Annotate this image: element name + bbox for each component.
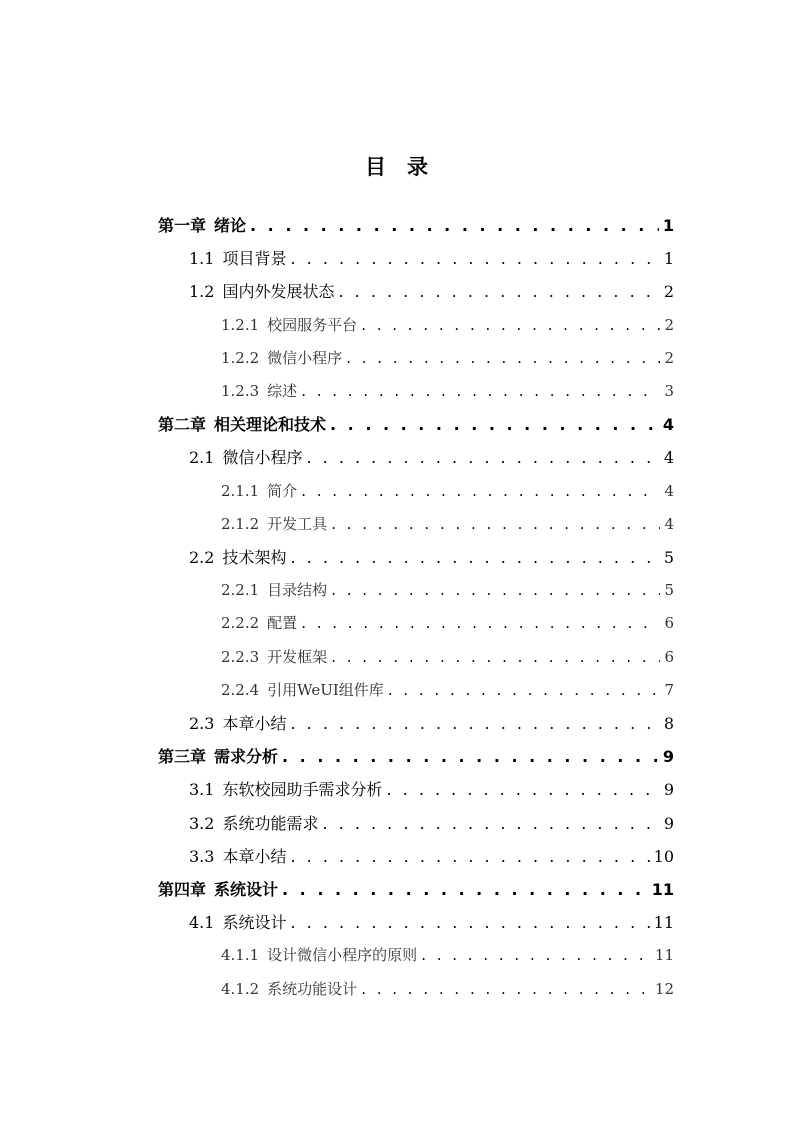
- toc-entry[interactable]: [221, 973, 674, 1006]
- toc-entry-number: 3.3: [189, 847, 215, 866]
- toc-entry-page: 2: [664, 349, 674, 367]
- toc-title: 目 录: [365, 155, 428, 179]
- toc-entry-title: 开发工具: [267, 515, 328, 533]
- toc-entry-page: 11: [654, 946, 674, 964]
- toc-entry-title: 配置: [267, 614, 298, 632]
- toc-entry-number: 1.1: [189, 249, 215, 268]
- toc-entry-title: 目录结构: [267, 581, 328, 599]
- toc-entry-title: 本章小结: [222, 847, 287, 866]
- toc-entry[interactable]: [189, 242, 674, 275]
- toc-entry-page: 8: [663, 714, 674, 733]
- toc-entry[interactable]: [189, 906, 674, 939]
- toc-entry-page: 9: [662, 747, 674, 766]
- toc-entry[interactable]: [221, 607, 674, 640]
- dot-leader: [306, 441, 659, 474]
- toc-entry-title: 国内外发展状态: [222, 282, 335, 301]
- dot-leader: [421, 939, 651, 972]
- toc-entry-number: 第一章: [158, 216, 207, 235]
- toc-entry-number: 1.2.2: [221, 349, 260, 367]
- toc-entry[interactable]: [221, 508, 674, 541]
- toc-entry-page: 4: [664, 482, 674, 500]
- toc-entry-number: 3.1: [189, 780, 215, 799]
- toc-entry-number: 第三章: [158, 747, 207, 766]
- toc-entry[interactable]: [221, 342, 674, 375]
- toc-entry-number: 2.2.1: [221, 581, 260, 599]
- toc-entry-number: 3.2: [189, 814, 215, 833]
- dot-leader: [282, 740, 659, 773]
- toc-entry-page: 2: [663, 282, 674, 301]
- dot-leader: [388, 674, 660, 707]
- toc-entry-page: 7: [664, 681, 674, 699]
- toc-entry-page: 11: [653, 913, 674, 932]
- toc-entry-number: 4.1.1: [221, 946, 260, 964]
- toc-entry-page: 9: [663, 780, 674, 799]
- toc-entry-page: 9: [663, 814, 674, 833]
- toc-entry-title: 简介: [267, 482, 298, 500]
- toc-entry-number: 4.1.2: [221, 980, 260, 998]
- toc-entry-page: 6: [664, 648, 674, 666]
- toc-entry-title: 项目背景: [222, 249, 287, 268]
- toc-entry[interactable]: [189, 275, 674, 308]
- toc-entry-page: 4: [662, 415, 674, 434]
- dot-leader: [301, 375, 660, 408]
- toc-entry-page: 5: [664, 581, 674, 599]
- toc-entry-number: 1.2.3: [221, 382, 260, 400]
- toc-entry-title: 微信小程序: [267, 349, 343, 367]
- dot-leader: [322, 807, 659, 840]
- dot-leader: [290, 242, 659, 275]
- toc-entry[interactable]: [189, 807, 674, 840]
- toc-entry[interactable]: [158, 740, 674, 773]
- toc-entry-title: 开发框架: [267, 648, 328, 666]
- toc-entry-title: 东软校园助手需求分析: [222, 780, 383, 799]
- toc-entry-number: 1.2: [189, 282, 215, 301]
- dot-leader: [361, 309, 660, 342]
- toc-entry[interactable]: [189, 840, 674, 873]
- toc-entry-number: 2.2: [189, 548, 215, 567]
- dot-leader: [386, 773, 659, 806]
- toc-entry-page: 4: [663, 448, 674, 467]
- toc-entry[interactable]: [221, 475, 674, 508]
- toc-entry-title: 校园服务平台: [267, 316, 358, 334]
- dot-leader: [282, 873, 648, 906]
- toc-entry-title: 设计微信小程序的原则: [267, 946, 418, 964]
- toc-entry-title: 综述: [267, 382, 298, 400]
- toc-entry[interactable]: [158, 408, 674, 441]
- toc-entry-title: 相关理论和技术: [214, 415, 327, 434]
- toc-entry-number: 2.1: [189, 448, 215, 467]
- dot-leader: [301, 607, 660, 640]
- toc-entry-title: 系统设计: [214, 880, 279, 899]
- dot-leader: [331, 574, 660, 607]
- toc-entry[interactable]: [189, 541, 674, 574]
- toc-entry[interactable]: [189, 707, 674, 740]
- toc-entry-page: 10: [653, 847, 674, 866]
- toc-entry[interactable]: [189, 773, 674, 806]
- dot-leader: [250, 209, 659, 242]
- toc-entry-number: 2.2.2: [221, 614, 260, 632]
- toc-entry-title: 系统功能需求: [222, 814, 319, 833]
- toc-entry-number: 2.1.1: [221, 482, 260, 500]
- toc-entry-number: 2.2.4: [221, 681, 260, 699]
- dot-leader: [331, 641, 660, 674]
- toc-entry-page: 12: [654, 980, 674, 998]
- toc-entry-page: 3: [664, 382, 674, 400]
- toc-entry-title: 引用WeUI组件库: [267, 681, 384, 699]
- dot-leader: [290, 707, 659, 740]
- dot-leader: [290, 906, 649, 939]
- dot-leader: [331, 508, 660, 541]
- toc-entry-page: 6: [664, 614, 674, 632]
- toc-entry-title: 本章小结: [222, 714, 287, 733]
- toc-entry[interactable]: [221, 574, 674, 607]
- toc-entry-number: 2.1.2: [221, 515, 260, 533]
- toc-entry-page: 11: [651, 880, 674, 899]
- dot-leader: [346, 342, 660, 375]
- toc-entry[interactable]: [221, 309, 674, 342]
- toc-entry-title: 微信小程序: [222, 448, 303, 467]
- toc-entry-page: 5: [663, 548, 674, 567]
- toc-entry-title: 绪论: [214, 216, 247, 235]
- toc-entry-title: 系统设计: [222, 913, 287, 932]
- toc-entry-title: 系统功能设计: [267, 980, 358, 998]
- toc-entry-number: 1.2.1: [221, 316, 260, 334]
- toc-entry-page: 4: [664, 515, 674, 533]
- toc-entry-number: 4.1: [189, 913, 215, 932]
- toc-entry[interactable]: [221, 641, 674, 674]
- dot-leader: [338, 275, 659, 308]
- toc-entry-title: 技术架构: [222, 548, 287, 567]
- dot-leader: [290, 541, 659, 574]
- dot-leader: [361, 973, 651, 1006]
- toc-entry-title: 需求分析: [214, 747, 279, 766]
- toc-entry-page: 1: [662, 216, 674, 235]
- toc-entry[interactable]: [221, 674, 674, 707]
- toc-entry[interactable]: [221, 939, 674, 972]
- toc-entry-number: 2.2.3: [221, 648, 260, 666]
- toc-entry-number: 2.3: [189, 714, 215, 733]
- dot-leader: [301, 475, 660, 508]
- dot-leader: [290, 840, 649, 873]
- toc-entry[interactable]: [221, 375, 674, 408]
- toc-entry[interactable]: [189, 441, 674, 474]
- toc-entry[interactable]: [158, 209, 674, 242]
- toc-entry[interactable]: [158, 873, 674, 906]
- toc-entry-page: 1: [663, 249, 674, 268]
- toc-entry-page: 2: [664, 316, 674, 334]
- dot-leader: [330, 408, 659, 441]
- toc-entry-number: 第四章: [158, 880, 207, 899]
- toc-entry-number: 第二章: [158, 415, 207, 434]
